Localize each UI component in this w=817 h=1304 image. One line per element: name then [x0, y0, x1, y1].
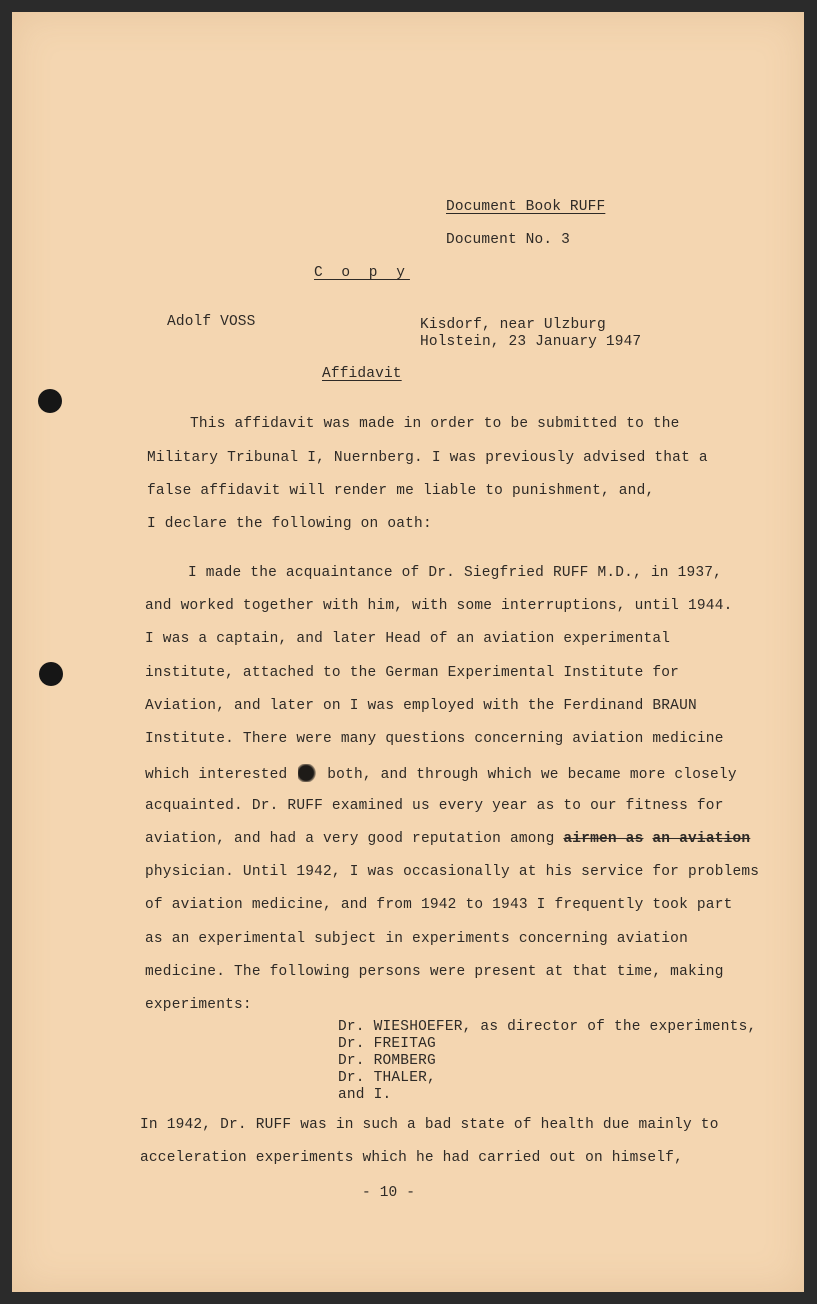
document-page — [12, 12, 804, 1292]
author-name: Adolf VOSS — [167, 314, 256, 330]
place-line-1: Kisdorf, near Ulzburg — [420, 317, 606, 333]
text-line — [145, 764, 737, 783]
text-line: In 1942, Dr. RUFF was in such a bad state of health due mainly to — [140, 1117, 719, 1133]
text-line: Institute. There were many questions concerning aviation medicine — [145, 731, 724, 747]
document-number: Document No. 3 — [446, 232, 570, 248]
paragraph-acquaintance — [145, 565, 795, 1013]
text-line: acquainted. Dr. RUFF examined us every year as to our fitness for — [145, 798, 724, 814]
document-book-label: Document Book RUFF — [446, 199, 606, 215]
persons-list — [338, 1019, 778, 1114]
list-item: Dr. WIESHOEFER, as director of the experiments, — [338, 1019, 757, 1035]
ink-blot-mark — [298, 764, 316, 782]
text-line: acceleration experiments which he had carried out on himself, — [140, 1150, 683, 1166]
struck-text: an aviation — [652, 831, 751, 847]
copy-label: C o p y — [314, 265, 410, 281]
text-fragment: both, and through which we became more closely — [327, 767, 737, 783]
text-line: I was a captain, and later Head of an aviation experimental — [145, 631, 671, 647]
punch-hole-bottom — [39, 662, 63, 686]
text-fragment: aviation, and had a very good reputation among — [145, 831, 555, 847]
text-line: I declare the following on oath: — [147, 516, 432, 532]
list-item: Dr. FREITAG — [338, 1036, 436, 1052]
paragraph-health — [140, 1117, 790, 1177]
text-line: physician. Until 1942, I was occasionally at his service for problems — [145, 864, 760, 880]
list-item: Dr. ROMBERG — [338, 1053, 436, 1069]
list-item: Dr. THALER, — [338, 1070, 436, 1086]
punch-hole-top — [38, 389, 62, 413]
text-line — [145, 831, 750, 847]
text-line: Aviation, and later on I was employed with the Ferdinand BRAUN — [145, 698, 697, 714]
page-number: - 10 - — [362, 1185, 416, 1201]
text-line: and worked together with him, with some interruptions, until 1944. — [145, 598, 733, 614]
text-line: experiments: — [145, 997, 252, 1013]
struck-text: airmen as — [563, 831, 644, 847]
paragraph-oath — [147, 416, 787, 546]
text-line: of aviation medicine, and from 1942 to 1943 I frequently took part — [145, 897, 733, 913]
text-line: institute, attached to the German Experimental Institute for — [145, 665, 680, 681]
text-line: medicine. The following persons were present at that time, making — [145, 964, 724, 980]
text-line: This affidavit was made in order to be submitted to the — [190, 416, 680, 432]
text-line: I made the acquaintance of Dr. Siegfried RUFF M.D., in 1937, — [188, 565, 723, 581]
text-line: Military Tribunal I, Nuernberg. I was previously advised that a — [147, 450, 708, 466]
list-item: and I. — [338, 1087, 392, 1103]
affidavit-title: Affidavit — [322, 366, 402, 382]
place-date-line: Holstein, 23 January 1947 — [420, 334, 642, 350]
text-fragment: which interested — [145, 767, 288, 783]
text-line: false affidavit will render me liable to punishment, and, — [147, 483, 655, 499]
text-line: as an experimental subject in experiments concerning aviation — [145, 931, 688, 947]
